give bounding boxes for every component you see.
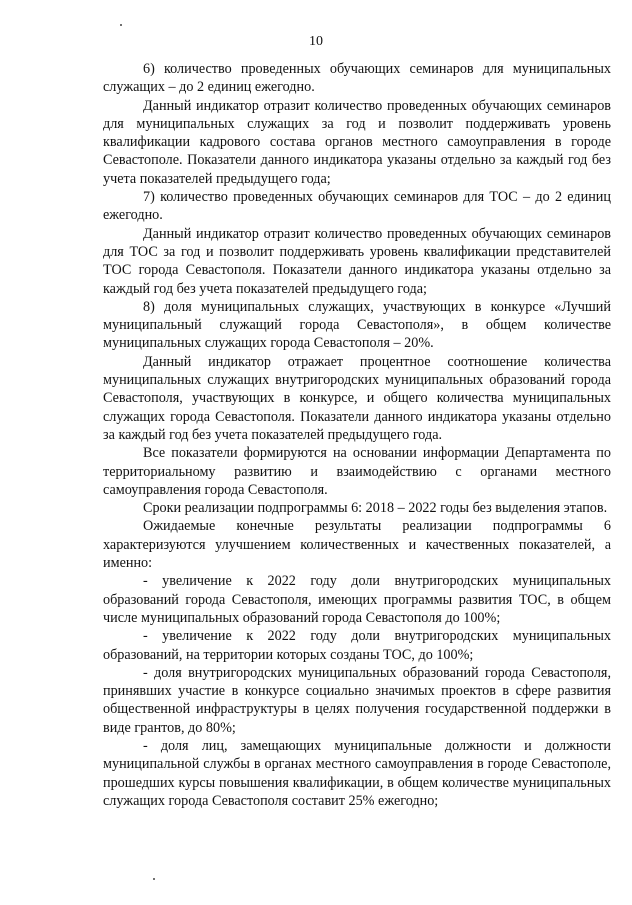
paragraph-expected-results: Ожидаемые конечные результаты реализации подпрограммы 6 характеризуются улучшением количественных и качественных показателей, а именно: xyxy=(103,518,611,572)
paragraph-timeline: Сроки реализации подпрограммы 6: 2018 – 2022 годы без выделения этапов. xyxy=(143,500,608,517)
paragraph-indicator-8-description: Данный индикатор отражает процентное соотношение количества муниципальных служащих внутригородских муниципальных образований города Севастополя, участвующих в конкурсе, и общего количества муниципальных служащих города Севастополя. Показатели данного индикатора указаны отдельно за каждый год без учета показателей предыдущего года. xyxy=(103,353,611,443)
paragraph-indicator-6-description: Данный индикатор отразит количество проведенных обучающих семинаров для муниципальных служащих за год и позволит поддерживать уровень квалификации кадрового состава органов местного самоуправления в городе Севастополе. Показатели данного индикатора указаны отдельно за каждый год без учета показателей предыдущего года; xyxy=(103,97,611,187)
list-item-result-2: - увеличение к 2022 году доли внутригородских муниципальных образований, на территории которых созданы ТОС, до 100%; xyxy=(103,628,611,663)
paragraph-indicator-6: 6) количество проведенных обучающих семинаров для муниципальных служащих – до 2 единиц ежегодно. xyxy=(103,61,611,96)
paragraph-data-source: Все показатели формируются на основании информации Департамента по территориальному развитию и взаимодействию с органами местного самоуправления города Севастополя. xyxy=(103,445,611,498)
paragraph-indicator-7-description: Данный индикатор отразит количество проведенных обучающих семинаров для ТОС за год и позволит поддерживать уровень квалификации представителей ТОС города Севастополя. Показатели данного индикатора указаны отдельно за каждый год без учета показателей предыдущего года; xyxy=(103,225,611,297)
list-item-result-1: - увеличение к 2022 году доли внутригородских муниципальных образований города Севастополя, имеющих программы развития ТОС, в общем числе муниципальных образований города Севастополя до 100%; xyxy=(103,573,611,626)
list-item-result-3: - доля внутригородских муниципальных образований города Севастополя, принявших участие в конкурсе социально значимых проектов в сфере развития общественной инфраструктуры в целях получения государственной поддержки в виде грантов, до 80%; xyxy=(103,664,611,736)
scan-speck xyxy=(120,24,122,26)
scan-speck xyxy=(153,878,155,880)
document-body xyxy=(103,60,611,810)
list-item-result-4: - доля лиц, замещающих муниципальные должности и должности муниципальной службы в органах местного самоуправления в городе Севастополе, прошедших курсы повышения квалификации, в общем количестве муниципальных служащих города Севастополя составит 25% ежегодно; xyxy=(103,737,611,809)
paragraph-indicator-8: 8) доля муниципальных служащих, участвующих в конкурсе «Лучший муниципальный служащий города Севастополя», в общем количестве муниципальных служащих города Севастополя – 20%. xyxy=(103,298,611,352)
paragraph-indicator-7: 7) количество проведенных обучающих семинаров для ТОС – до 2 единиц ежегодно. xyxy=(103,189,611,224)
page-number: 10 xyxy=(309,34,323,49)
